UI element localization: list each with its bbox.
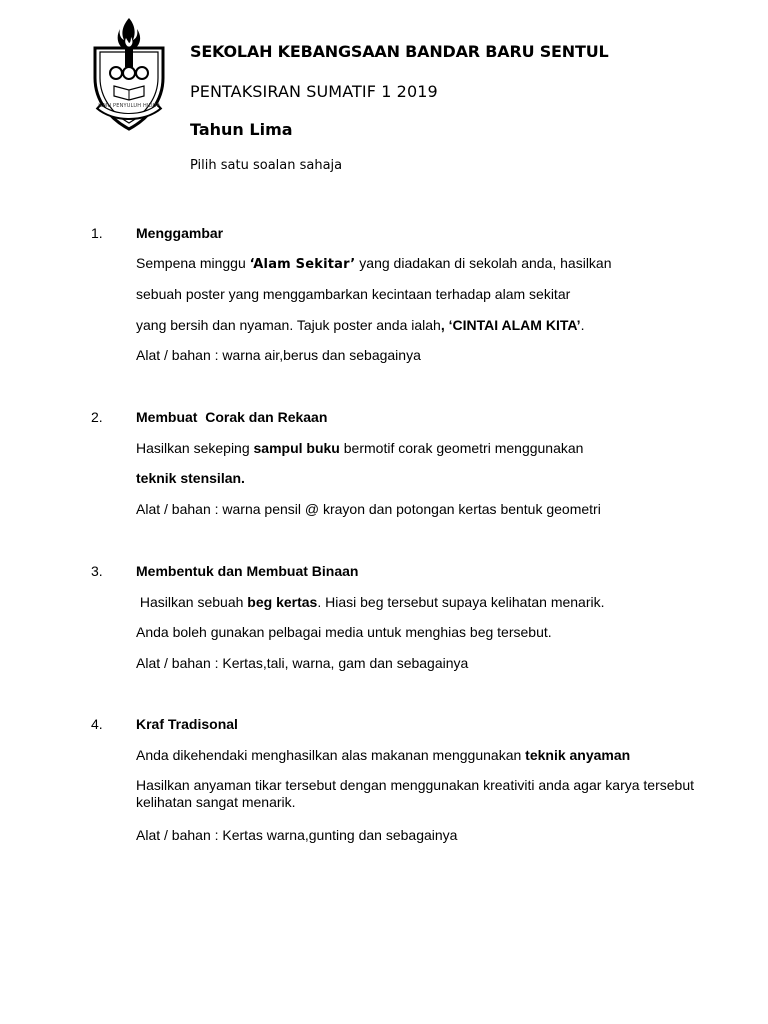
question-text-line: Anda dikehendaki menghasilkan alas makanan menggunakan teknik anyaman	[136, 747, 631, 763]
instruction: Pilih satu soalan sahaja	[190, 158, 343, 173]
year-title: Tahun Lima	[190, 120, 293, 139]
question-text-line: Anda boleh gunakan pelbagai media untuk menghias beg tersebut.	[136, 624, 552, 640]
school-logo	[86, 16, 172, 136]
question-text-line: yang bersih dan nyaman. Tajuk poster anda ialah, ‘CINTAI ALAM KITA’.	[136, 317, 585, 333]
question-text-line: Hasilkan anyaman tikar tersebut dengan menggunakan kreativiti anda agar karya tersebut kelihatan sangat menarik.	[136, 777, 694, 810]
school-name: SEKOLAH KEBANGSAAN BANDAR BARU SENTUL	[190, 42, 609, 61]
question-title: Membuat Corak dan Rekaan	[136, 409, 328, 425]
question-text-line: Hasilkan sekeping sampul buku bermotif corak geometri menggunakan	[136, 440, 584, 456]
question-number: 4.	[91, 716, 103, 732]
question-materials: Alat / bahan : Kertas warna,gunting dan sebagainya	[136, 827, 458, 843]
exam-title: PENTAKSIRAN SUMATIF 1 2019	[190, 82, 438, 101]
question-title: Kraf Tradisonal	[136, 716, 238, 732]
question-title: Membentuk dan Membuat Binaan	[136, 563, 359, 579]
question-number: 1.	[91, 225, 103, 241]
question-text-line: Hasilkan sebuah beg kertas. Hiasi beg tersebut supaya kelihatan menarik.	[136, 594, 605, 610]
logo-motto: ILMU PENYULUH HIDUP	[98, 103, 160, 109]
question-number: 3.	[91, 563, 103, 579]
question-number: 2.	[91, 409, 103, 425]
question-title: Menggambar	[136, 225, 224, 241]
question-text-line: teknik stensilan.	[136, 470, 245, 486]
question-materials: Alat / bahan : warna air,berus dan sebagainya	[136, 347, 421, 363]
question-text-line: Sempena minggu ‘Alam Sekitar’ yang diadakan di sekolah anda, hasilkan	[136, 255, 612, 272]
question-materials: Alat / bahan : Kertas,tali, warna, gam dan sebagainya	[136, 655, 469, 671]
question-text-line: sebuah poster yang menggambarkan kecintaan terhadap alam sekitar	[136, 286, 571, 302]
school-crest-icon	[86, 16, 172, 136]
question-materials: Alat / bahan : warna pensil @ krayon dan potongan kertas bentuk geometri	[136, 501, 601, 517]
